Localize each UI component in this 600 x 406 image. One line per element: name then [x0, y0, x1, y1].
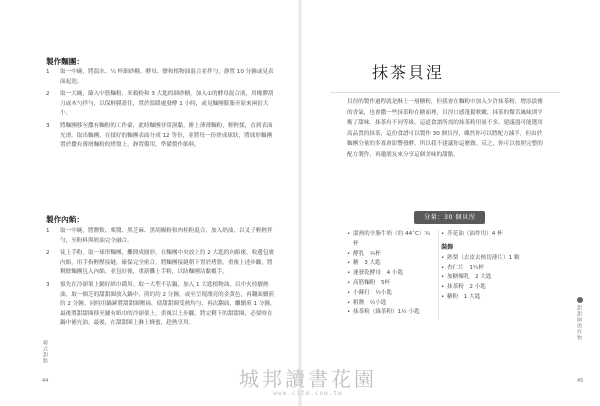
filling-steps [46, 227, 276, 332]
ingredient-item: • 溫熱的全脂牛奶（約 44˚C）¾杯 [347, 230, 435, 250]
section-marker-icon [577, 297, 583, 303]
watermark-title: 城邦讀書花園 [239, 367, 377, 391]
left-running-head: 韓式甜點 [42, 340, 48, 364]
step-item [46, 68, 276, 87]
ingredient-item: • 酵乳 ¾杯 [347, 250, 435, 260]
step-text: 取一中碗，將鹽麩、栗醬、黑芝麻、黑胡椒粉和肉桂粉混合，加入奶油，以叉子輕輕拌勻，至粉料與奶油完全融合。 [60, 228, 273, 244]
step-text: 預先在冷卻架上鋪好紙巾備用。取一大型不沾鍋，加入 1 大匙植物油，以中火持續熱油，取一個芝的甜甜圈放入鍋中，煎約約 2 分鐘，或至呈現漂亮的金黃色，再翻面續煎約 2 分鐘。同時用鍋鏟將甜甜圈壓扁，使甜甜圈受熱均勻，再次翻面，繼續煎 1 分鐘，最後將甜甜圈移至鋪有紙巾的冷卻架上，重複以上步驟，將完剩下的甜甜圈，必要時在鍋中補充油。最後，在甜甜圈上淋上蜂蜜，趁熱享用。 [60, 281, 276, 327]
ingredient-item: • 芥花油（油炸用）4 杯 [441, 230, 551, 240]
ingredient-item: • 糖 3 大匙 [347, 259, 435, 269]
ingredient-item: • 加糖煉乳 2 大匙 [441, 273, 551, 283]
step-item [46, 249, 276, 278]
title-divider [330, 92, 560, 93]
step-number: 1 [46, 228, 50, 234]
ingredient-item: • 速發乾酵母 4 小匙 [347, 269, 435, 279]
step-text: 取一大碗，篩入中筋麵粉、米穀粉和 3 大匙的細砂糖，加入①的酵母混合液，用橡膠刮刀或木勺拌勻，以保鮮膜蓋住，置於溫暖處發酵 1 小時，或見麵團膨脹至原來兩倍大小。 [60, 91, 274, 117]
ingredient-item: • 小蘇打 ½小匙 [347, 289, 435, 299]
step-text: 將麵團移至撒有麵粉的工作臺，此時麵團非常濕黏，擀上薄薄麵粉，輕輕揉，直到表面光滑。取出麵團，在揉好的麵團表面分成 12 等份，並將每一份搓成球狀，將球形麵團置於撒有薄層麵粉的烤盤上，靜置備用，準備製作餡料。 [60, 122, 273, 149]
step-number: 1 [46, 69, 50, 75]
step-text: 徒上手粉，取一球形麵團，攤開成圓形，在麵團中央放上約 2 大匙的內餡後，收邊包裹內餡，用手指輕壓接縫，確保完全密合，將麵團接縫朝下置於烤盤。重複上述步驟，將剩餘麵團包入內餡，並包好後，重新攤上手粉，以防麵團沾黏覆手。 [60, 250, 275, 276]
step-item [46, 122, 276, 151]
ingredient-item: • 抹茶粉（綠茶粉）1½ 小匙 [347, 308, 435, 318]
step-item [46, 281, 276, 329]
watermark-url: www.cite.com.tw [273, 390, 343, 397]
step-item [46, 227, 276, 246]
decoration-heading: 裝飾 [441, 243, 454, 251]
step-text: 取一中碗，將溫水、¼ 杯細砂糖、酵母、鹽和植物油混合並拌勻，靜置 10 分鐘或見表面起泡。 [60, 69, 274, 85]
ingredient-item: • 杏仁片 1¼杯 [441, 264, 551, 274]
column-divider [438, 230, 439, 320]
watermark [228, 368, 388, 397]
step-number: 3 [46, 122, 50, 129]
ingredient-item: • 熟梨（去皮去核切薄片）1 顆 [441, 254, 551, 264]
step-number: 2 [46, 91, 50, 98]
step-number: 3 [46, 281, 50, 288]
right-running-head: 甜甜圈與炸物 [576, 305, 582, 341]
step-number: 2 [46, 250, 50, 257]
section-title-filling: 製作內餡： [46, 215, 84, 224]
ingredients-list-left [347, 230, 435, 318]
ingredient-item: • 高筋麵粉 5杯 [347, 279, 435, 289]
yield-badge: 分量：30 個貝涅 [414, 211, 485, 224]
step-item [46, 90, 276, 119]
recipe-title: 抹茶貝涅 [372, 63, 445, 82]
recipe-intro: 貝涅的製作過程就是酥上一層糖粉，但我會在麵粉中加入少許抹茶粉，增添淡雅的香氣，也會撒一些抹茶粉在糖面裡，貝涅口感蓬鬆軟嫩，抹茶的微苦風味則平衡了甜味。抹茶有不同等級，這道食譜所需的抹茶粉用量不多，建議盡可能選用高品質的抹茶，這份食譜可以製作 30 個貝涅，雖然你可以將配方減半，但由於麵團分量的多寡會影響發酵，所以我不建議你這麼做。反之，你可以按照完整的配方製作，再邀朋友來分享這個美味的甜點。 [347, 99, 543, 158]
ingredient-item: • 抹茶粉 2 小匙 [441, 283, 551, 293]
ingredient-item: • 粗鹽 ½小匙 [347, 299, 435, 309]
ingredient-item: • 糖粉 1 大匙 [441, 293, 551, 303]
left-page-number: 44 [42, 378, 49, 384]
dough-steps [46, 68, 276, 154]
right-page-number: 45 [577, 378, 584, 384]
ingredients-list-right [441, 230, 551, 303]
right-page [300, 0, 600, 406]
section-title-dough: 製作麵團： [46, 57, 84, 66]
